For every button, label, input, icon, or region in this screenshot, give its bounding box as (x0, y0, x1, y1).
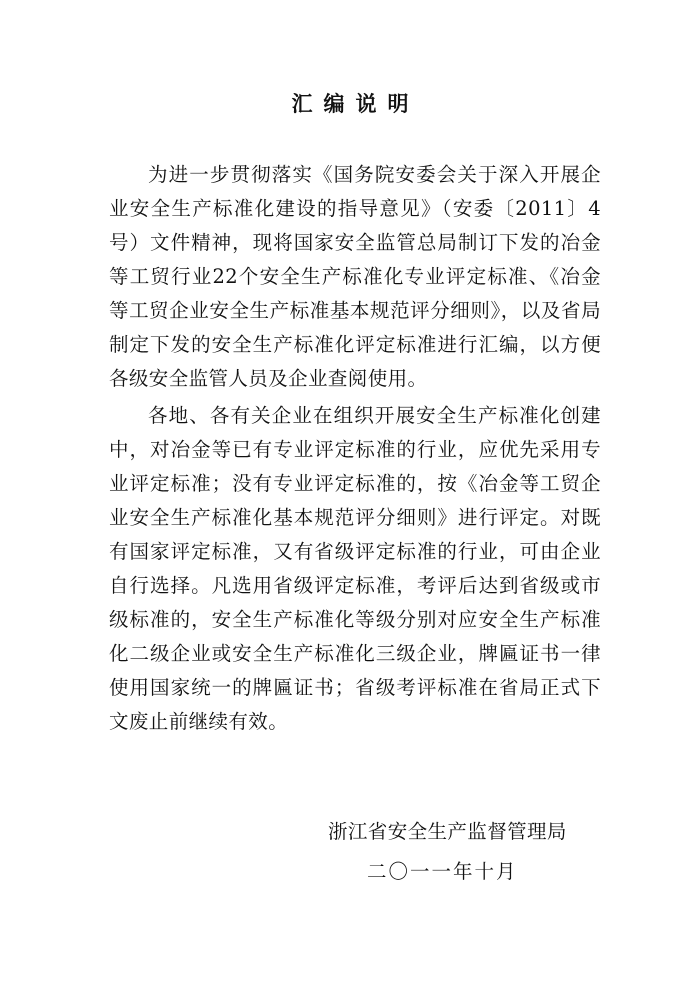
paragraph-2: 各地、各有关企业在组织开展安全生产标准化创建中，对冶金等已有专业评定标准的行业，应优先采用专业评定标准；没有专业评定标准的，按《冶金等工贸企业安全生产标准化基本规范评分细则》进行评定。对既有国家评定标准，又有省级评定标准的行业，可由企业自行选择。凡选用省级评定标准，考评后达到省级或市级标准的，安全生产标准化等级分别对应安全生产标准化二级企业或安全生产标准化三级企业，牌匾证书一律使用国家统一的牌匾证书；省级考评标准在省局正式下文废止前继续有效。 (109, 404, 601, 733)
signature-organization: 浙江省安全生产监督管理局 (328, 820, 567, 843)
paragraph-1: 为进一步贯彻落实《国务院安委会关于深入开展企业安全生产标准化建设的指导意见》（安委〔2011〕4号）文件精神，现将国家安全监管总局制订下发的冶金等工贸行业22个安全生产标准化专业评定标准、《冶金等工贸企业安全生产标准基本规范评分细则》，以及省局制定下发的安全生产标准化评定标准进行汇编，以方便各级安全监管人员及企业查阅使用。 (109, 163, 601, 390)
signature-date: 二〇一一年十月 (367, 860, 518, 883)
document-body (109, 158, 601, 742)
document-title: 汇编说明 (291, 92, 420, 116)
